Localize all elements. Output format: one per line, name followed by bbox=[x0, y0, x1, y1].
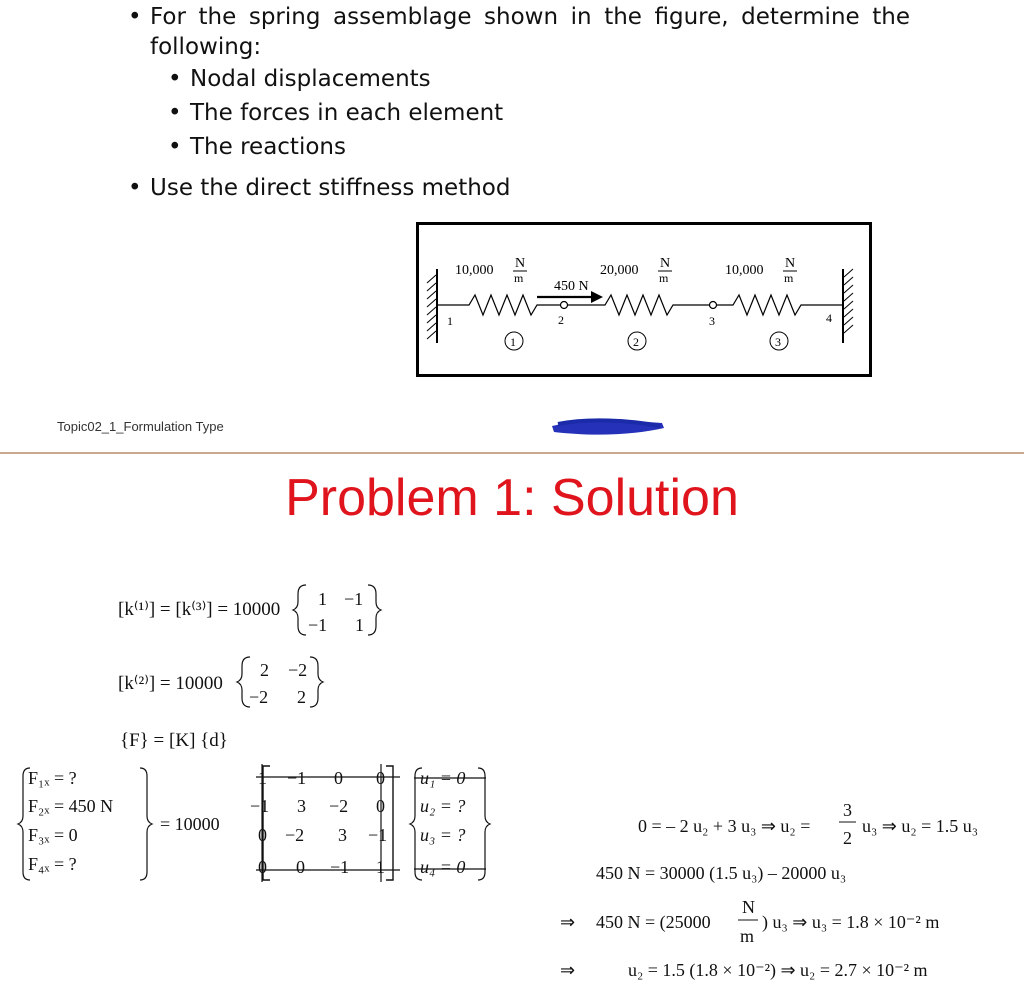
spring-1-stiffness: 10,000 bbox=[455, 263, 494, 278]
k2-cell: −2 bbox=[288, 660, 308, 680]
load-arrow-head bbox=[591, 291, 603, 303]
k13-lhs: [k⁽¹⁾] = [k⁽³⁾] = 10000 bbox=[118, 599, 281, 620]
node-3-marker bbox=[710, 302, 717, 309]
node-2-label: 2 bbox=[558, 313, 564, 327]
element-3-label: 3 bbox=[775, 335, 781, 349]
k2-cell: 2 bbox=[260, 660, 269, 680]
k2-cell: −2 bbox=[249, 687, 269, 707]
eq3-frac-num: N bbox=[742, 897, 755, 917]
spring-diagram bbox=[419, 225, 869, 374]
stiffness-cell: 0 bbox=[334, 768, 343, 788]
spring-1-unit-den: m bbox=[514, 271, 524, 285]
spring-3-unit-den: m bbox=[784, 271, 794, 285]
displacement-entry: u₂ = ? bbox=[420, 796, 466, 816]
left-wall-hatch bbox=[427, 275, 436, 339]
element-1-label: 1 bbox=[510, 335, 516, 349]
k13-cell: −1 bbox=[344, 589, 364, 609]
displacement-entry: u₄ = 0 bbox=[420, 857, 466, 877]
spring-1-unit-num: N bbox=[515, 256, 526, 271]
right-wall-hatch bbox=[844, 269, 853, 333]
k13-matrix bbox=[293, 585, 381, 635]
k2-lhs: [k⁽²⁾] = 10000 bbox=[118, 673, 223, 694]
stiffness-cell: 3 bbox=[297, 796, 306, 816]
eq3-frac-den: m bbox=[740, 926, 755, 946]
solution-title: Problem 1: Solution bbox=[285, 469, 739, 527]
slide-footer: Topic02_1_Formulation Type bbox=[57, 419, 224, 434]
bullet-text: Use the direct stiffness method bbox=[150, 175, 511, 201]
sub-bullet-text: The forces in each element bbox=[190, 100, 504, 126]
eq3-arrow: ⇒ bbox=[560, 912, 576, 932]
bullet-item bbox=[128, 173, 510, 203]
eq3-left: 450 N = (25000 bbox=[596, 912, 711, 932]
sub-bullet-text: Nodal displacements bbox=[190, 66, 431, 92]
eq3-right: ) u₃ ⇒ u₃ = 1.8 × 10⁻² m bbox=[762, 912, 940, 932]
stiffness-cell: 0 bbox=[258, 825, 267, 845]
force-entry: F₂ₓ = 450 N bbox=[28, 796, 114, 816]
node-1-label: 1 bbox=[447, 314, 453, 328]
node-2-marker bbox=[561, 302, 568, 309]
spring-element-3 bbox=[715, 295, 843, 315]
k13-cell: 1 bbox=[318, 589, 327, 609]
disp-crossout bbox=[414, 778, 486, 869]
force-entry: F₃ₓ = 0 bbox=[28, 825, 78, 845]
eq4-arrow: ⇒ bbox=[560, 960, 576, 980]
eq1-right: u₃ ⇒ u₂ = 1.5 u₃ bbox=[862, 816, 979, 836]
node-3-label: 3 bbox=[709, 314, 715, 328]
force-entry: F₁ₓ = ? bbox=[28, 768, 77, 788]
force-entry: F₄ₓ = ? bbox=[28, 854, 77, 874]
bullet-item bbox=[128, 2, 910, 62]
spring-3-stiffness: 10,000 bbox=[725, 263, 764, 278]
k13-cell: 1 bbox=[355, 615, 364, 635]
ink-scribble bbox=[548, 414, 668, 442]
stiffness-cell: 0 bbox=[258, 857, 267, 877]
bullet-text: For the spring assemblage shown in the figure, determine the following: bbox=[150, 4, 910, 60]
spring-assemblage-figure bbox=[416, 222, 872, 377]
spring-2-unit-num: N bbox=[660, 256, 671, 271]
sub-bullet-item bbox=[168, 98, 503, 128]
displacement-entry: u₃ = ? bbox=[420, 825, 466, 845]
scalar-10000: = 10000 bbox=[160, 814, 220, 834]
stiffness-matrix-brackets bbox=[263, 766, 393, 880]
spring-2-stiffness: 20,000 bbox=[600, 263, 639, 278]
stiffness-cell: −1 bbox=[287, 768, 307, 788]
bullet-dot: • bbox=[128, 175, 142, 201]
stiffness-cell: 3 bbox=[338, 825, 347, 845]
spring-3-unit-num: N bbox=[785, 256, 796, 271]
stiffness-cell: 1 bbox=[258, 768, 267, 788]
eq1-left: 0 = – 2 u₂ + 3 u₃ ⇒ u₂ = bbox=[638, 816, 811, 836]
bullet-dot: • bbox=[168, 134, 182, 160]
solution-math bbox=[0, 454, 1024, 986]
stiffness-cell: 0 bbox=[376, 796, 385, 816]
problem-slide bbox=[0, 0, 1024, 452]
bullet-dot: • bbox=[168, 100, 182, 126]
stiffness-cell: −1 bbox=[330, 857, 350, 877]
stiffness-cell: 1 bbox=[376, 857, 385, 877]
bullet-dot: • bbox=[168, 66, 182, 92]
eq1-frac-num: 3 bbox=[843, 800, 852, 820]
stiffness-cell: −2 bbox=[329, 796, 349, 816]
sub-bullet-text: The reactions bbox=[190, 134, 346, 160]
k2-cell: 2 bbox=[297, 687, 306, 707]
stiffness-cell: −2 bbox=[285, 825, 305, 845]
bullet-dot: • bbox=[128, 4, 142, 30]
global-equation: {F} = [K] {d} bbox=[120, 730, 228, 751]
eq2: 450 N = 30000 (1.5 u₃) – 20000 u₃ bbox=[596, 863, 847, 883]
displacement-entry: u₁ = 0 bbox=[420, 768, 466, 788]
eq1-frac-den: 2 bbox=[843, 828, 852, 848]
spring-2-unit-den: m bbox=[659, 271, 669, 285]
stiffness-cell: 0 bbox=[296, 857, 305, 877]
stiffness-cell: −1 bbox=[250, 796, 270, 816]
load-label: 450 N bbox=[554, 279, 589, 294]
k13-cell: −1 bbox=[308, 615, 328, 635]
element-2-label: 2 bbox=[633, 335, 639, 349]
eq4: u₂ = 1.5 (1.8 × 10⁻²) ⇒ u₂ = 2.7 × 10⁻² m bbox=[628, 960, 928, 980]
sub-bullet-item bbox=[168, 132, 346, 162]
stiffness-cell: −1 bbox=[368, 825, 388, 845]
stiffness-cell: 0 bbox=[376, 768, 385, 788]
node-4-label: 4 bbox=[826, 311, 832, 325]
sub-bullet-item bbox=[168, 64, 431, 94]
